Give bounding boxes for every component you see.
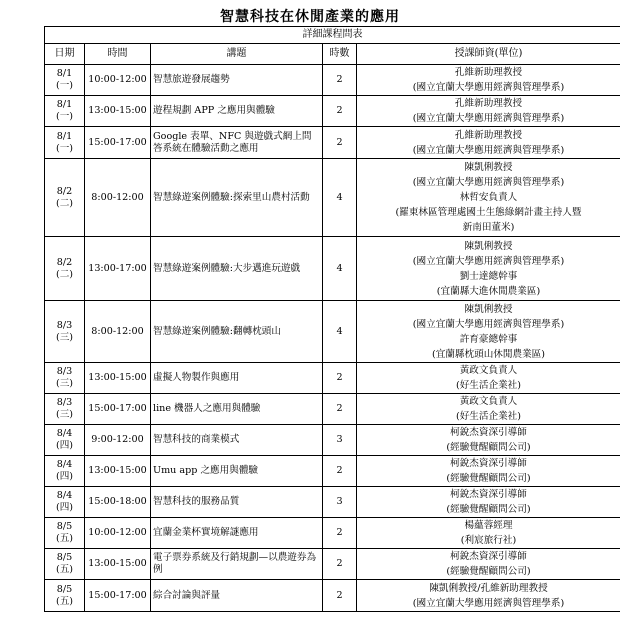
instructor-line: 楊蘊蓉經理 — [464, 520, 513, 531]
cell-instructor — [357, 96, 620, 127]
instructor-line: (國立宜蘭大學應用經濟與管理學系) — [412, 144, 565, 156]
cell-topic: Umu app 之應用與體驗 — [151, 456, 323, 487]
instructor-line: 孔維新助理教授 — [454, 98, 523, 109]
cell-hours: 2 — [323, 96, 357, 127]
instructor-line: (經驗覺醒顧問公司) — [446, 473, 531, 484]
schedule-table-body — [45, 27, 620, 612]
instructor-line: (國立宜蘭大學應用經濟與管理學系) — [412, 82, 565, 93]
cell-topic: 遊程規劃 APP 之應用與體驗 — [151, 96, 323, 127]
cell-date: 8/2 (二) — [45, 159, 85, 237]
cell-hours: 2 — [323, 127, 357, 159]
cell-date: 8/3 (三) — [45, 394, 85, 425]
cell-hours: 4 — [323, 237, 357, 301]
cell-time: 13:00-15:00 — [85, 363, 151, 394]
header-hours: 時數 — [323, 44, 357, 65]
instructor-line: 陳凱俐教授/孔維新助理教授 — [429, 582, 548, 594]
table-row — [45, 159, 620, 237]
instructor-line: (經驗覺醒顧問公司) — [446, 442, 531, 453]
instructor-line: 許育豪總幹事 — [459, 333, 518, 345]
table-row — [45, 394, 620, 425]
table-row — [45, 549, 620, 580]
cell-date: 8/2 (二) — [45, 237, 85, 301]
cell-time: 8:00-12:00 — [85, 159, 151, 237]
header-instructor: 授課師資(單位) — [357, 44, 620, 65]
instructor-line: 黃政文負責人 — [459, 396, 518, 407]
table-row — [45, 127, 620, 159]
cell-date: 8/4 (四) — [45, 487, 85, 518]
cell-instructor — [357, 65, 620, 96]
instructor-line: 柯銳杰資深引導師 — [450, 551, 527, 562]
table-row — [45, 580, 620, 612]
cell-time: 15:00-17:00 — [85, 394, 151, 425]
table-header-row — [45, 44, 620, 65]
cell-instructor — [357, 363, 620, 394]
instructor-line: (國立宜蘭大學應用經濟與管理學系) — [412, 113, 565, 124]
cell-date: 8/4 (四) — [45, 425, 85, 456]
instructor-line: (經驗覺醒顧問公司) — [446, 504, 531, 515]
cell-hours: 3 — [323, 487, 357, 518]
cell-time: 8:00-12:00 — [85, 301, 151, 363]
cell-topic: 虛擬人物製作與應用 — [151, 363, 323, 394]
table-row — [45, 518, 620, 549]
cell-topic: 智慧旅遊發展趨勢 — [151, 65, 323, 96]
cell-hours: 2 — [323, 394, 357, 425]
instructor-line: 孔維新助理教授 — [454, 67, 523, 78]
cell-instructor — [357, 394, 620, 425]
instructor-line: (宜蘭縣大進休閒農業區) — [436, 285, 541, 297]
cell-time: 15:00-17:00 — [85, 580, 151, 612]
table-caption: 詳細課程問表 — [45, 27, 620, 44]
schedule-table — [44, 26, 620, 612]
table-row — [45, 425, 620, 456]
table-row — [45, 363, 620, 394]
cell-time: 15:00-18:00 — [85, 487, 151, 518]
cell-instructor — [357, 580, 620, 612]
cell-hours: 3 — [323, 425, 357, 456]
instructor-line: (羅東林區管理處國土生態綠網計畫主持人暨 — [395, 207, 582, 218]
cell-topic: 綜合討論與評量 — [151, 580, 323, 612]
cell-instructor — [357, 487, 620, 518]
cell-date: 8/5 (五) — [45, 580, 85, 612]
instructor-line: 劉士達總幹事 — [459, 270, 518, 282]
cell-hours: 2 — [323, 580, 357, 612]
cell-time: 10:00-12:00 — [85, 518, 151, 549]
instructor-line: (好生活企業社) — [455, 411, 522, 422]
instructor-line: 林哲安負責人 — [459, 192, 518, 203]
instructor-line: (國立宜蘭大學應用經濟與管理學系) — [412, 597, 565, 609]
cell-topic: 智慧科技的服務品質 — [151, 487, 323, 518]
instructor-line: (好生活企業社) — [455, 380, 522, 391]
table-row — [45, 456, 620, 487]
cell-time: 9:00-12:00 — [85, 425, 151, 456]
header-time: 時間 — [85, 44, 151, 65]
instructor-line: (國立宜蘭大學應用經濟與管理學系) — [412, 255, 565, 267]
instructor-line: 陳凱俐教授 — [464, 303, 513, 315]
cell-time: 10:00-12:00 — [85, 65, 151, 96]
cell-time: 13:00-15:00 — [85, 96, 151, 127]
cell-topic: 宜蘭金業杯實境解謎應用 — [151, 518, 323, 549]
cell-hours: 2 — [323, 363, 357, 394]
cell-date: 8/4 (四) — [45, 456, 85, 487]
cell-hours: 2 — [323, 456, 357, 487]
instructor-line: (宜蘭縣枕頭山休閒農業區) — [431, 348, 546, 360]
table-row — [45, 96, 620, 127]
header-date: 日期 — [45, 44, 85, 65]
cell-hours: 2 — [323, 518, 357, 549]
instructor-line: 黃政文負責人 — [459, 365, 518, 376]
instructor-line: 陳凱俐教授 — [464, 240, 513, 252]
cell-hours: 4 — [323, 159, 357, 237]
cell-date: 8/3 (三) — [45, 363, 85, 394]
table-row — [45, 487, 620, 518]
instructor-line: 孔維新助理教授 — [454, 129, 523, 141]
cell-topic: 智慧綠遊案例體驗:大步邁進玩遊戲 — [151, 237, 323, 301]
table-row — [45, 237, 620, 301]
instructor-line: (經驗覺醒顧問公司) — [446, 566, 531, 577]
instructor-line: 柯銳杰資深引導師 — [450, 458, 527, 469]
cell-hours: 4 — [323, 301, 357, 363]
cell-instructor — [357, 127, 620, 159]
cell-instructor — [357, 425, 620, 456]
cell-topic: line 機器人之應用與體驗 — [151, 394, 323, 425]
instructor-line: (國立宜蘭大學應用經濟與管理學系) — [412, 177, 565, 188]
cell-date: 8/3 (三) — [45, 301, 85, 363]
cell-date: 8/5 (五) — [45, 549, 85, 580]
cell-date: 8/1 (一) — [45, 127, 85, 159]
instructor-line: 柯銳杰資深引導師 — [450, 489, 527, 500]
instructor-line: 柯銳杰資深引導師 — [450, 427, 527, 438]
cell-topic: Google 表單、NFC 與遊戲式網上問答系統在體驗活動之應用 — [151, 127, 323, 159]
cell-topic: 智慧綠遊案例體驗:翻轉枕頭山 — [151, 301, 323, 363]
cell-date: 8/5 (五) — [45, 518, 85, 549]
cell-date: 8/1 (一) — [45, 96, 85, 127]
cell-time: 13:00-15:00 — [85, 456, 151, 487]
cell-instructor — [357, 549, 620, 580]
instructor-line: 陳凱俐教授 — [464, 162, 513, 173]
cell-time: 13:00-17:00 — [85, 237, 151, 301]
document-title: 智慧科技在休閒產業的應用 — [220, 9, 400, 25]
instructor-line: (國立宜蘭大學應用經濟與管理學系) — [412, 318, 565, 330]
cell-date: 8/1 (一) — [45, 65, 85, 96]
cell-topic: 電子票券系統及行銷規劃—以農遊券為例 — [151, 549, 323, 580]
cell-hours: 2 — [323, 65, 357, 96]
instructor-line: (利宸旅行社) — [460, 535, 517, 546]
cell-topic: 智慧科技的商業模式 — [151, 425, 323, 456]
cell-hours: 2 — [323, 549, 357, 580]
cell-topic: 智慧綠遊案例體驗:探索里山農村活動 — [151, 159, 323, 237]
table-row — [45, 65, 620, 96]
cell-time: 13:00-15:00 — [85, 549, 151, 580]
header-topic: 講題 — [151, 44, 323, 65]
table-caption-row — [45, 27, 620, 44]
cell-instructor — [357, 237, 620, 301]
cell-time: 15:00-17:00 — [85, 127, 151, 159]
table-row — [45, 301, 620, 363]
cell-instructor — [357, 518, 620, 549]
cell-instructor — [357, 159, 620, 237]
cell-instructor — [357, 301, 620, 363]
instructor-line: 新南田董米) — [462, 222, 515, 233]
cell-instructor — [357, 456, 620, 487]
